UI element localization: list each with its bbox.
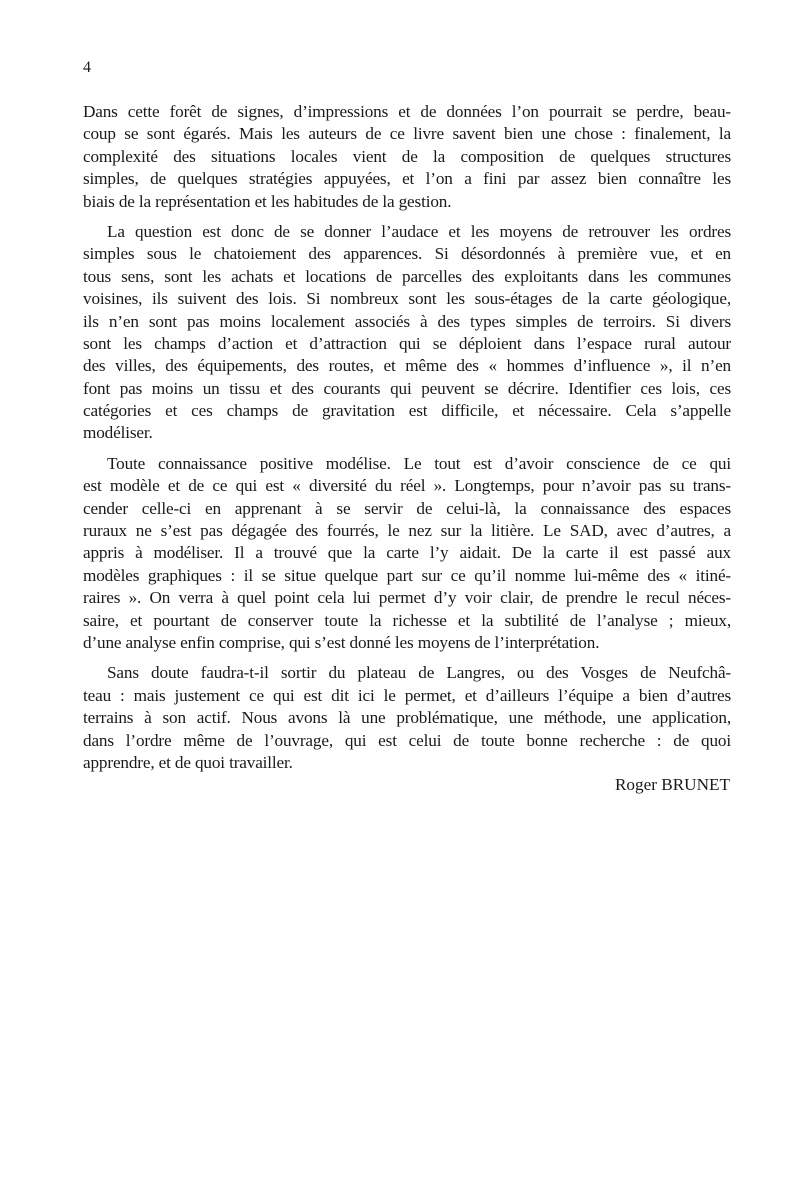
text-line: des villes, des équipements, des routes, et même des « hommes d’influence », il n’en [83, 356, 731, 376]
text-line: sont les champs d’action et d’attraction qui se déploient dans l’espace rural autour [83, 333, 731, 353]
text-line: biais de la représentation et les habitudes de la gestion. [83, 191, 452, 211]
text-line: Toute connaissance positive modélise. Le tout est d’avoir conscience de ce qui [107, 453, 731, 473]
text-line: d’une analyse enfin comprise, qui s’est donné les moyens de l’interprétation. [83, 632, 600, 652]
text-line: tous sens, sont les achats et locations de parcelles des exploitants dans les communes [83, 266, 731, 286]
text-line: est modèle et de ce qui est « diversité du réel ». Longtemps, pour n’avoir pas su trans- [83, 476, 731, 496]
paragraph-2 [83, 221, 731, 445]
text-line: apprendre, et de quoi travailler. [83, 752, 293, 772]
text-line: modéliser. [83, 423, 153, 443]
text-line: modèles graphiques : il se situe quelque part sur ce qu’il nomme lui-même des « itiné- [83, 565, 731, 585]
text-line: terrains à son actif. Nous avons là une problématique, une méthode, une application, [83, 708, 731, 728]
text-line: voisines, ils suivent des lois. Si nombreux sont les sous-étages de la carte géologique, [83, 289, 731, 309]
text-line: saire, et pourtant de conserver toute la richesse et la subtilité de l’analyse ; mieux, [83, 610, 731, 630]
text-line: raires ». On verra à quel point cela lui permet d’y voir clair, de prendre le recul néces- [83, 588, 731, 608]
body-text [83, 101, 731, 774]
text-line: La question est donc de se donner l’audace et les moyens de retrouver les ordres [107, 221, 731, 241]
text-line: ils n’en sont pas moins localement associés à des types simples de terroirs. Si divers [83, 311, 731, 331]
text-line: catégories et ces champs de gravitation est difficile, et nécessaire. Cela s’appelle [83, 401, 731, 421]
text-line: teau : mais justement ce qui est dit ici le permet, et d’ailleurs l’équipe a bien d’autres [83, 685, 731, 705]
page-number: 4 [83, 59, 91, 76]
text-line: appris à modéliser. Il a trouvé que la carte l’y aidait. De la carte il est passé aux [83, 543, 731, 563]
paragraph-1 [83, 101, 731, 213]
text-line: ruraux ne s’est pas dégagée des fourrés, le nez sur la litière. Le SAD, avec d’autres, a [83, 521, 731, 541]
text-line: Sans doute faudra-t-il sortir du plateau de Langres, ou des Vosges de Neufchâ- [107, 663, 731, 683]
text-line: dans l’ordre même de l’ouvrage, qui est celui de toute bonne recherche : de quoi [83, 730, 731, 750]
author-signature: Roger BRUNET [614, 775, 730, 794]
text-line: font pas moins un tissu et des courants qui peuvent se décrire. Identifier ces lois, ces [83, 378, 731, 398]
paragraph-3 [83, 453, 731, 655]
paragraph-4 [83, 662, 731, 774]
text-line: complexité des situations locales vient de la composition de quelques structures [83, 146, 731, 166]
text-line: simples, de quelques stratégies appuyées, et l’on a fini par assez bien connaître les [83, 169, 731, 189]
text-line: simples sous le chatoiement des apparences. Si désordonnés à première vue, et en [83, 244, 731, 264]
text-line: Dans cette forêt de signes, d’impressions et de données l’on pourrait se perdre, beau- [83, 102, 731, 121]
text-line: coup se sont égarés. Mais les auteurs de ce livre savent bien une chose : finalement, la [83, 124, 731, 144]
text-line: cender celle-ci en apprenant à se servir de celui-là, la connaissance des espaces [83, 498, 731, 518]
